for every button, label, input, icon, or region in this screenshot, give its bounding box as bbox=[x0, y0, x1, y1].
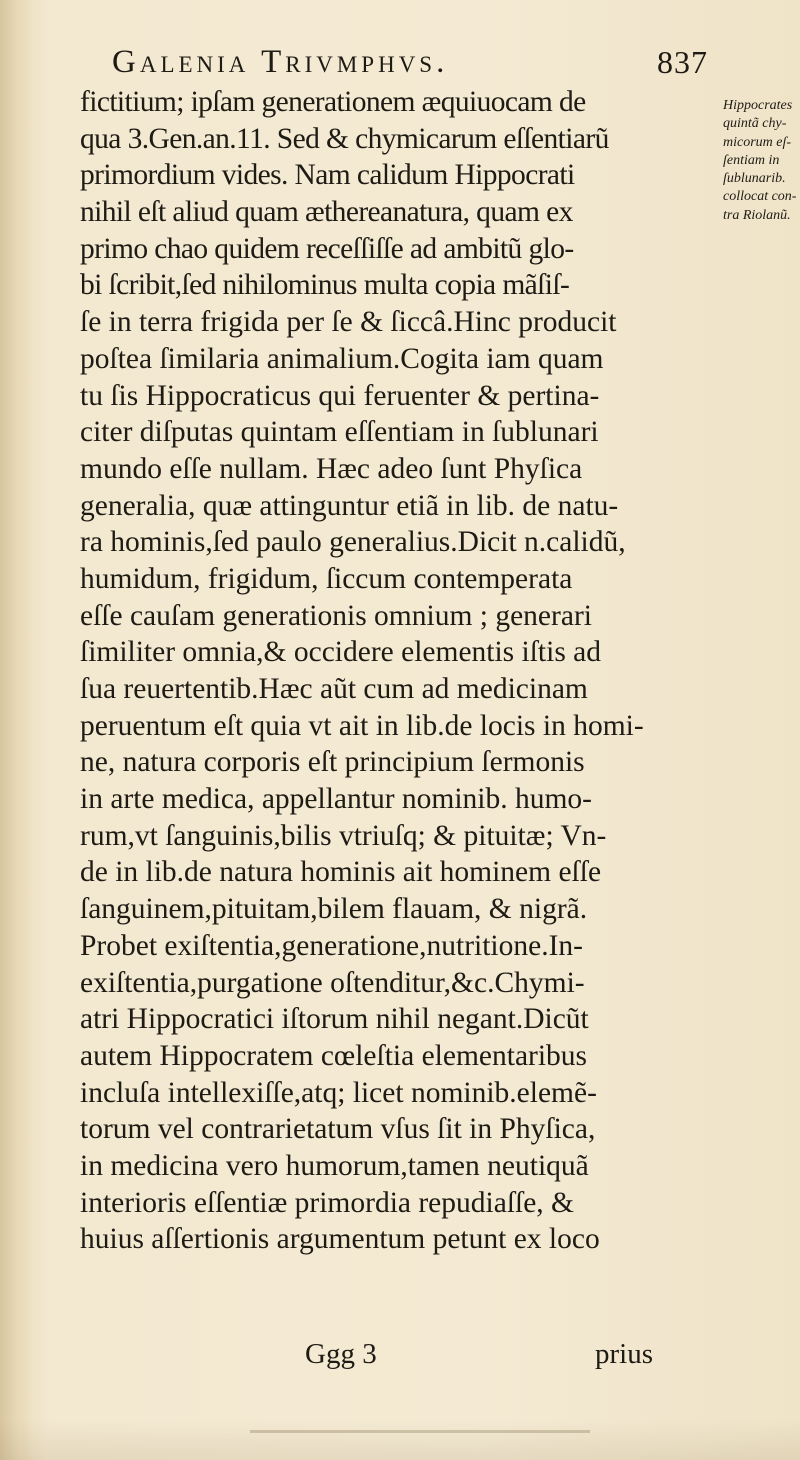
text-line: nihil eſt aliud quam æthereanatura, quam ex bbox=[80, 196, 573, 229]
text-line: tu ſis Hippocraticus qui feruenter & pertina- bbox=[80, 379, 600, 412]
margin-note-line: Hippocrates bbox=[723, 98, 793, 113]
text-line: mundo eſſe nullam. Hæc adeo ſunt Phyſica bbox=[80, 452, 583, 485]
text-line: ſanguinem,pituitam,bilem flauam, & nigrã. bbox=[80, 893, 588, 926]
text-line: in medicina vero humorum,tamen neutiquã bbox=[80, 1149, 589, 1182]
text-line: rum,vt ſanguinis,bilis vtriuſq; & pituitæ; Vn- bbox=[80, 819, 607, 852]
text-line: peruentum eſt quia vt ait in lib.de locis in homi- bbox=[80, 709, 644, 742]
text-line: citer diſputas quintam eſſentiam in ſublunari bbox=[80, 416, 599, 449]
margin-note-line: collocat con- bbox=[723, 189, 797, 205]
running-title: Galenia Trivmphvs. bbox=[112, 44, 449, 80]
text-line: fictitium; ipſam generationem æquiuocam de bbox=[80, 86, 586, 118]
text-line: incluſa intellexiſſe,atq; licet nominib.elemẽ- bbox=[80, 1076, 597, 1109]
text-line: ſua reuertentib.Hæc aũt cum ad medicinam bbox=[80, 673, 588, 705]
text-line: Probet exiſtentia,generatione,nutritione.In- bbox=[80, 929, 583, 962]
text-line: eſſe cauſam generationis omnium ; generari bbox=[80, 599, 592, 632]
text-line: de in lib.de natura hominis ait hominem eſſe bbox=[80, 856, 602, 889]
text-line: ſe in terra frigida per ſe & ſiccâ.Hinc producit bbox=[80, 306, 617, 339]
page-number: 837 bbox=[657, 44, 708, 80]
text-line: ne, natura corporis eſt principium ſermonis bbox=[80, 746, 585, 779]
text-line: ra hominis,ſed paulo generalius.Dicit n.calidũ, bbox=[80, 526, 626, 559]
marginal-note bbox=[723, 97, 800, 225]
margin-note-line: quintã chy- bbox=[723, 116, 787, 132]
text-line: bi ſcribit,ſed nihilominus multa copia mãſiſ- bbox=[80, 269, 570, 302]
margin-note-line: micorum eſ- bbox=[723, 134, 792, 150]
text-line: ſimiliter omnia,& occidere elementis iſtis ad bbox=[80, 636, 602, 669]
catchword: prius bbox=[595, 1338, 653, 1370]
signature-mark: Ggg 3 bbox=[305, 1338, 377, 1370]
page-gutter bbox=[0, 0, 32, 1460]
page-edge-shadow bbox=[0, 1420, 800, 1460]
text-line: torum vel contrarietatum vſus ſit in Phyſica, bbox=[80, 1113, 596, 1146]
text-line: atri Hippocratici iſtorum nihil negant.Dicũt bbox=[80, 1003, 589, 1036]
margin-note-line: ſentiam in bbox=[723, 152, 780, 168]
main-text-block bbox=[80, 84, 720, 1258]
text-line: generalia, quæ attinguntur etiã in lib. de natu- bbox=[80, 489, 619, 522]
text-line: interioris eſſentiæ primordia repudiaſſe, & bbox=[80, 1186, 574, 1219]
running-header bbox=[112, 44, 712, 84]
text-line: poſtea ſimilaria animalium.Cogita iam quam bbox=[80, 342, 604, 375]
margin-note-line: ſublunarib. bbox=[723, 171, 786, 187]
text-line: exiſtentia,purgatione oſtenditur,&c.Chymi- bbox=[80, 966, 585, 999]
text-line: primo chao quidem receſſiſſe ad ambitũ glo- bbox=[80, 232, 574, 265]
text-line: huius aſſertionis argumentum petunt ex loco bbox=[80, 1223, 600, 1256]
text-line: primordium vides. Nam calidum Hippocrati bbox=[80, 159, 575, 192]
text-line: in arte medica, appellantur nominib. humo- bbox=[80, 783, 593, 816]
margin-note-line: tra Riolanũ. bbox=[723, 207, 791, 223]
text-line: qua 3.Gen.an.11. Sed & chymicarum eſſentiarũ bbox=[80, 122, 609, 155]
text-line: humidum, frigidum, ſiccum contemperata bbox=[80, 562, 573, 595]
text-line: autem Hippocratem cœleſtia elementaribus bbox=[80, 1039, 588, 1072]
